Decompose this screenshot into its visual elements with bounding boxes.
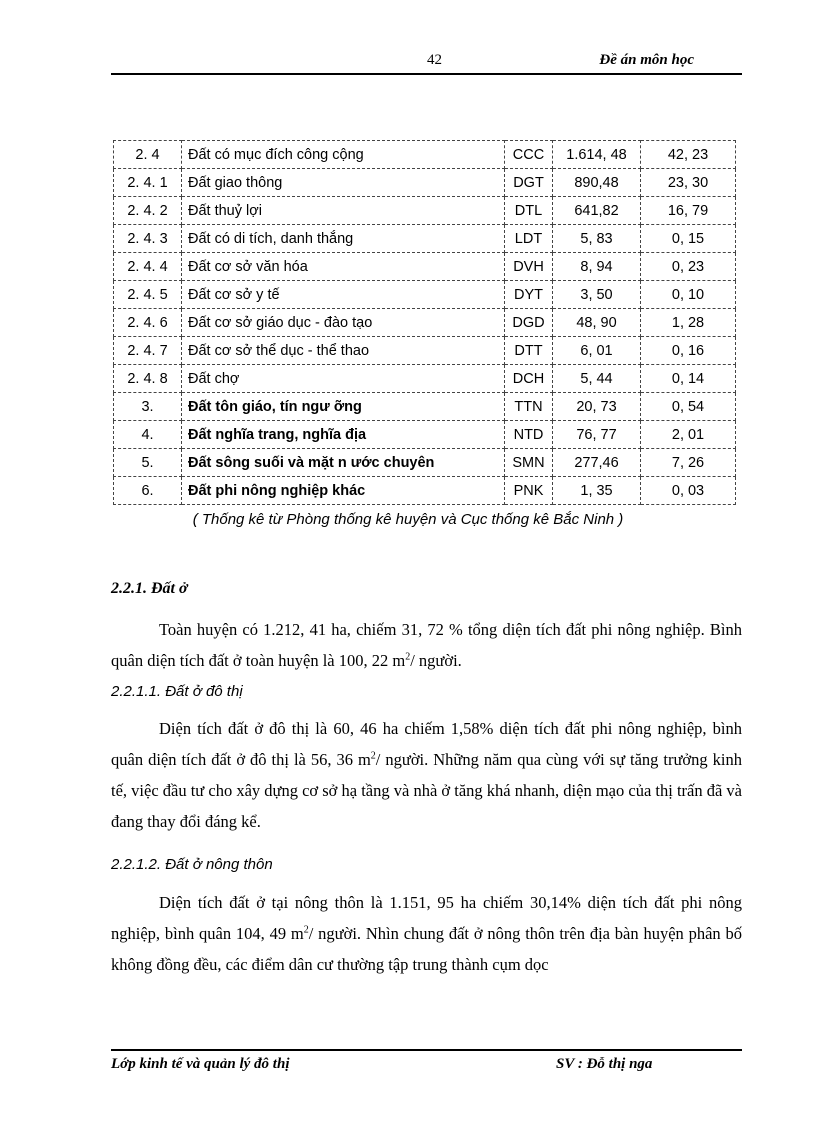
paragraph-3	[111, 887, 742, 980]
row-area: 6, 01	[553, 337, 641, 365]
table-row	[114, 337, 736, 365]
row-percent: 16, 79	[641, 197, 736, 225]
row-area: 20, 73	[553, 393, 641, 421]
table-row	[114, 309, 736, 337]
row-area: 890,48	[553, 169, 641, 197]
table-row	[114, 449, 736, 477]
sup-3: 2	[303, 924, 309, 936]
row-code: 2. 4	[114, 141, 182, 169]
row-code: 2. 4. 8	[114, 365, 182, 393]
table-source: ( Thống kê từ Phòng thống kê huyện và Cục thống kê Bắc Ninh )	[192, 511, 624, 528]
row-symbol: TTN	[505, 393, 553, 421]
subheading-urban: 2.2.1.1. Đất ở đô thị	[111, 683, 243, 700]
row-code: 2. 4. 4	[114, 253, 182, 281]
row-code: 2. 4. 2	[114, 197, 182, 225]
row-area: 48, 90	[553, 309, 641, 337]
footer-student: SV : Đỗ thị nga	[556, 1056, 653, 1072]
row-symbol: NTD	[505, 421, 553, 449]
row-area: 76, 77	[553, 421, 641, 449]
table-row	[114, 421, 736, 449]
table-row	[114, 477, 736, 505]
row-area: 277,46	[553, 449, 641, 477]
row-area: 8, 94	[553, 253, 641, 281]
subheading-rural: 2.2.1.2. Đất ở nông thôn	[111, 856, 273, 873]
row-name: Đất thuỷ lợi	[182, 197, 505, 225]
row-name: Đất cơ sở y tế	[182, 281, 505, 309]
row-code: 2. 4. 3	[114, 225, 182, 253]
row-percent: 0, 10	[641, 281, 736, 309]
row-symbol: LDT	[505, 225, 553, 253]
row-name: Đất chợ	[182, 365, 505, 393]
sup-1: 2	[405, 651, 411, 663]
paragraph-2	[111, 713, 742, 837]
row-symbol: SMN	[505, 449, 553, 477]
table-row	[114, 393, 736, 421]
section-heading: 2.2.1. Đất ở	[111, 580, 188, 597]
row-name: Đất tôn giáo, tín ngư ỡng	[182, 393, 505, 421]
row-name: Đất cơ sở giáo dục - đào tạo	[182, 309, 505, 337]
table-row	[114, 281, 736, 309]
row-percent: 0, 15	[641, 225, 736, 253]
row-symbol: DTL	[505, 197, 553, 225]
para3-text-a: Diện tích đất ở tại nông thôn là 1.151, 95 ha chiếm 30,14% diện tích đất phi nông nghiệp, bình quân 104, 49 m	[111, 893, 742, 943]
row-name: Đất phi nông nghiệp khác	[182, 477, 505, 505]
row-percent: 0, 03	[641, 477, 736, 505]
table-row	[114, 225, 736, 253]
row-percent: 1, 28	[641, 309, 736, 337]
para1-unit: / người.	[410, 651, 462, 670]
row-percent: 23, 30	[641, 169, 736, 197]
table-row	[114, 197, 736, 225]
para2-text-a: Diện tích đất ở đô thị là 60, 46 ha chiếm 1,58% diện tích đất phi nông nghiệp, bình quân diện tích đất ở đô thị là 56, 36 m	[111, 719, 742, 769]
footer-class: Lớp kinh tế và quản lý đô thị	[111, 1056, 290, 1072]
row-percent: 2, 01	[641, 421, 736, 449]
page-number: 42	[427, 52, 442, 68]
row-percent: 7, 26	[641, 449, 736, 477]
row-name: Đất sông suối và mặt n ước chuyên	[182, 449, 505, 477]
row-symbol: DGD	[505, 309, 553, 337]
header-rule	[111, 73, 742, 75]
row-name: Đất có di tích, danh thắng	[182, 225, 505, 253]
header-title: Đề án môn học	[599, 52, 694, 68]
table-row	[114, 141, 736, 169]
row-symbol: DTT	[505, 337, 553, 365]
para2-text-b: / người. Những năm qua cùng với sự tăng trưởng kinh tế, việc đầu tư cho xây dựng cơ sở hạ tầng và nhà ở tăng khá nhanh, diện mạo của thị trấn đã và đang thay đổi đáng kể.	[111, 750, 742, 831]
land-use-table	[113, 140, 736, 505]
footer-rule	[111, 1049, 742, 1051]
row-code: 5.	[114, 449, 182, 477]
table-row	[114, 169, 736, 197]
row-code: 2. 4. 6	[114, 309, 182, 337]
row-name: Đất cơ sở văn hóa	[182, 253, 505, 281]
paragraph-1	[111, 614, 742, 676]
row-name: Đất cơ sở thể dục - thể thao	[182, 337, 505, 365]
table-row	[114, 253, 736, 281]
row-symbol: DCH	[505, 365, 553, 393]
row-area: 3, 50	[553, 281, 641, 309]
row-symbol: DVH	[505, 253, 553, 281]
row-area: 1, 35	[553, 477, 641, 505]
row-symbol: DGT	[505, 169, 553, 197]
row-code: 6.	[114, 477, 182, 505]
row-code: 2. 4. 5	[114, 281, 182, 309]
row-symbol: DYT	[505, 281, 553, 309]
row-area: 5, 83	[553, 225, 641, 253]
para1-text: Toàn huyện có 1.212, 41 ha, chiếm 31, 72 % tổng diện tích đất phi nông nghiệp. Bình quân diện tích đất ở toàn huyện là 100, 22 m	[111, 620, 742, 670]
row-code: 2. 4. 7	[114, 337, 182, 365]
row-code: 3.	[114, 393, 182, 421]
row-area: 5, 44	[553, 365, 641, 393]
row-code: 2. 4. 1	[114, 169, 182, 197]
para3-text-b: / người. Nhìn chung đất ở nông thôn trên địa bàn huyện phân bố không đồng đều, các điểm dân cư thường tập trung thành cụm dọc	[111, 924, 742, 974]
row-percent: 0, 14	[641, 365, 736, 393]
row-percent: 0, 54	[641, 393, 736, 421]
row-percent: 0, 16	[641, 337, 736, 365]
row-symbol: CCC	[505, 141, 553, 169]
row-percent: 42, 23	[641, 141, 736, 169]
table-row	[114, 365, 736, 393]
row-symbol: PNK	[505, 477, 553, 505]
row-name: Đất có mục đích công cộng	[182, 141, 505, 169]
row-code: 4.	[114, 421, 182, 449]
sup-2: 2	[370, 750, 376, 762]
row-percent: 0, 23	[641, 253, 736, 281]
row-area: 641,82	[553, 197, 641, 225]
row-area: 1.614, 48	[553, 141, 641, 169]
row-name: Đất giao thông	[182, 169, 505, 197]
row-name: Đất nghĩa trang, nghĩa địa	[182, 421, 505, 449]
page-header	[111, 52, 742, 74]
